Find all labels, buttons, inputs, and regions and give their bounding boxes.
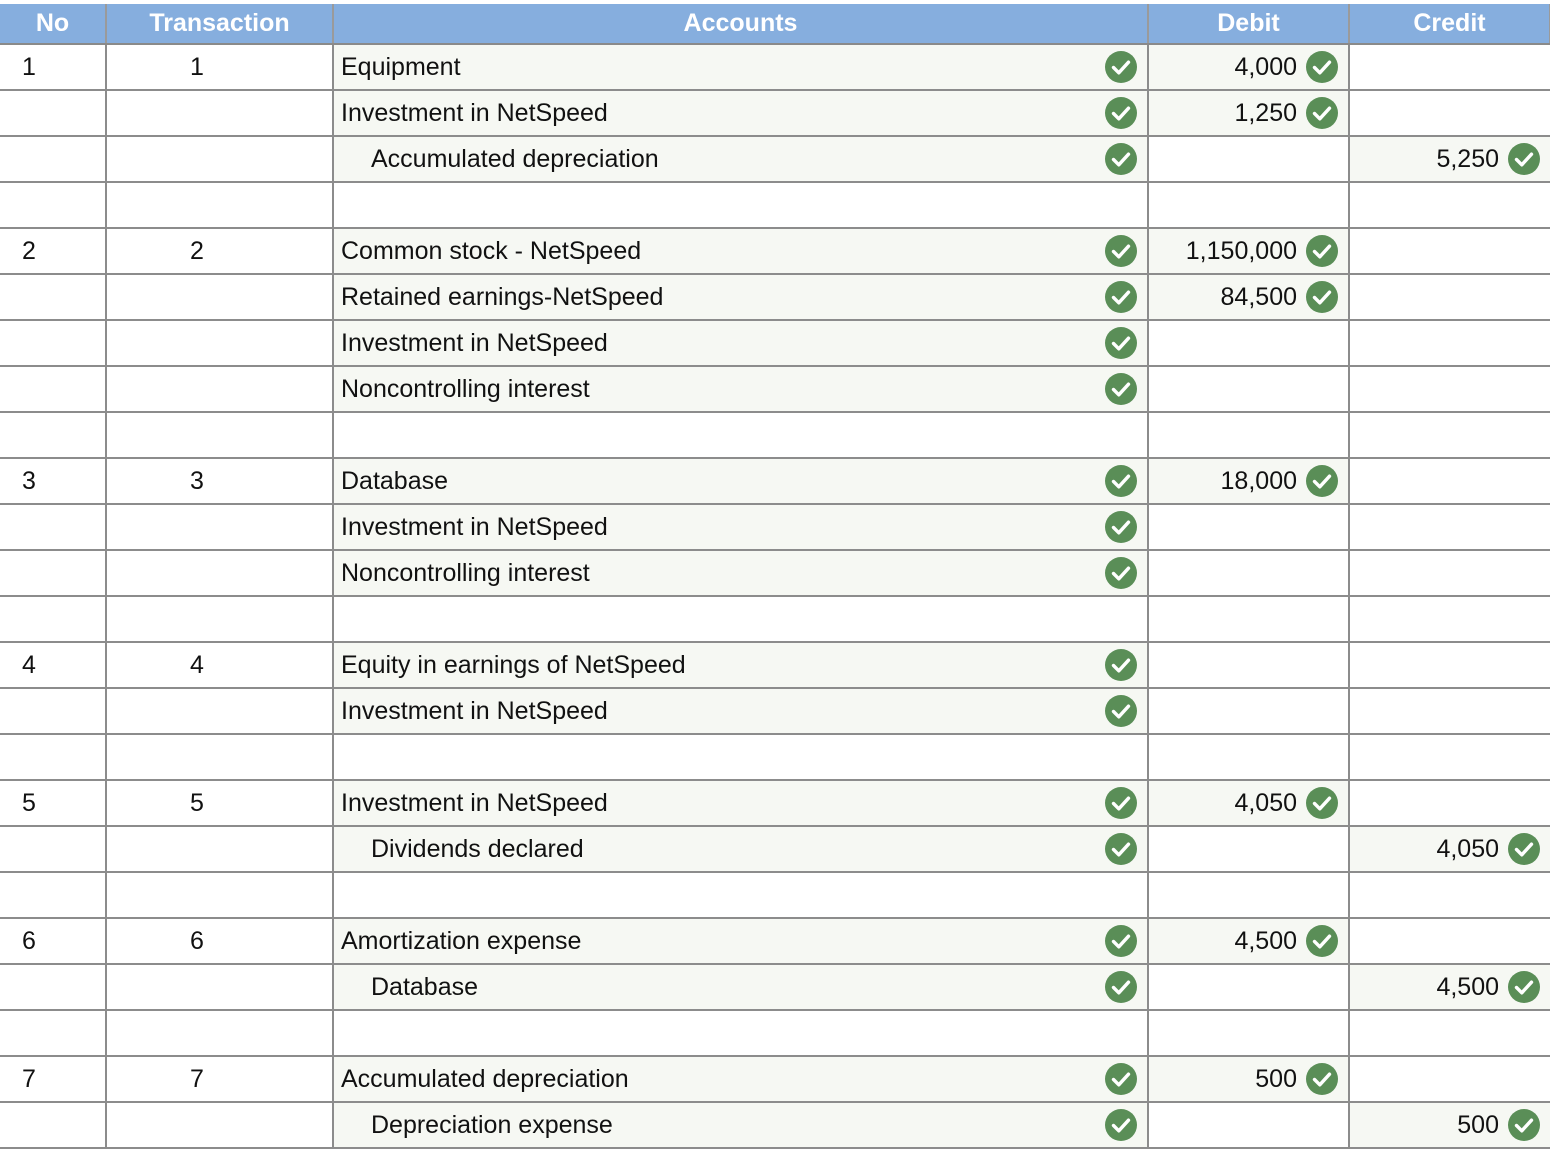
debit-cell[interactable] (1148, 366, 1349, 412)
account-name: Equipment (341, 52, 461, 81)
check-icon (1105, 971, 1137, 1003)
row-number: 5 (0, 780, 106, 826)
account-name: Accumulated depreciation (341, 1064, 629, 1093)
row-number: 3 (0, 458, 106, 504)
table-row (0, 90, 1550, 136)
debit-cell (1148, 872, 1349, 918)
credit-cell (1349, 182, 1550, 228)
debit-amount: 500 (1255, 1064, 1297, 1093)
check-icon (1105, 557, 1137, 589)
account-name: Amortization expense (341, 926, 582, 955)
account-name: Investment in NetSpeed (341, 788, 608, 817)
debit-cell[interactable] (1148, 274, 1349, 320)
row-number: 4 (0, 642, 106, 688)
check-icon (1306, 235, 1338, 267)
row-number (0, 734, 106, 780)
credit-cell (1349, 872, 1550, 918)
account-cell[interactable] (333, 918, 1148, 964)
account-name: Equity in earnings of NetSpeed (341, 650, 686, 679)
credit-amount: 4,500 (1436, 972, 1499, 1001)
check-icon (1306, 925, 1338, 957)
row-number (0, 90, 106, 136)
debit-cell[interactable] (1148, 504, 1349, 550)
row-number: 7 (0, 1056, 106, 1102)
transaction-number (106, 872, 333, 918)
check-icon (1105, 695, 1137, 727)
header-credit: Credit (1349, 4, 1550, 44)
spacer-row (0, 182, 1550, 228)
credit-cell[interactable] (1349, 918, 1550, 964)
account-cell (333, 734, 1148, 780)
transaction-number (106, 826, 333, 872)
credit-cell[interactable] (1349, 366, 1550, 412)
credit-cell[interactable] (1349, 550, 1550, 596)
account-cell[interactable] (333, 136, 1148, 182)
credit-cell[interactable] (1349, 274, 1550, 320)
debit-amount: 4,050 (1234, 788, 1297, 817)
account-cell (333, 872, 1148, 918)
account-name: Investment in NetSpeed (341, 512, 608, 541)
transaction-number (106, 274, 333, 320)
account-cell[interactable] (333, 1102, 1148, 1148)
debit-cell[interactable] (1148, 964, 1349, 1010)
credit-cell[interactable] (1349, 964, 1550, 1010)
account-name: Noncontrolling interest (341, 374, 590, 403)
header-transaction: Transaction (106, 4, 333, 44)
spacer-row (0, 872, 1550, 918)
transaction-number: 2 (106, 228, 333, 274)
row-number (0, 366, 106, 412)
credit-cell[interactable] (1349, 90, 1550, 136)
check-icon (1306, 787, 1338, 819)
account-name: Investment in NetSpeed (341, 98, 608, 127)
header-debit: Debit (1148, 4, 1349, 44)
table-row (0, 274, 1550, 320)
check-icon (1306, 281, 1338, 313)
credit-cell (1349, 734, 1550, 780)
credit-cell[interactable] (1349, 1102, 1550, 1148)
row-number (0, 596, 106, 642)
credit-cell (1349, 412, 1550, 458)
debit-cell[interactable] (1148, 228, 1349, 274)
debit-cell[interactable] (1148, 642, 1349, 688)
transaction-number (106, 1010, 333, 1056)
check-icon (1306, 51, 1338, 83)
spacer-row (0, 734, 1550, 780)
credit-amount: 500 (1457, 1110, 1499, 1139)
table-row (0, 1102, 1550, 1148)
spacer-row (0, 596, 1550, 642)
credit-cell[interactable] (1349, 780, 1550, 826)
transaction-number (106, 734, 333, 780)
account-name: Common stock - NetSpeed (341, 236, 642, 265)
row-number (0, 182, 106, 228)
account-cell (333, 596, 1148, 642)
account-name: Investment in NetSpeed (341, 696, 608, 725)
debit-cell[interactable] (1148, 320, 1349, 366)
transaction-number (106, 136, 333, 182)
check-icon (1306, 97, 1338, 129)
check-icon (1306, 1063, 1338, 1095)
row-number: 1 (0, 44, 106, 90)
account-cell[interactable] (333, 688, 1148, 734)
account-name: Investment in NetSpeed (341, 328, 608, 357)
transaction-number (106, 90, 333, 136)
check-icon (1105, 51, 1137, 83)
table-row (0, 688, 1550, 734)
credit-amount: 4,050 (1436, 834, 1499, 863)
debit-cell[interactable] (1148, 918, 1349, 964)
account-cell (333, 412, 1148, 458)
check-icon (1105, 235, 1137, 267)
transaction-number (106, 688, 333, 734)
row-number (0, 826, 106, 872)
transaction-number (106, 412, 333, 458)
transaction-number: 1 (106, 44, 333, 90)
credit-cell[interactable] (1349, 826, 1550, 872)
table-row (0, 826, 1550, 872)
check-icon (1508, 971, 1540, 1003)
check-icon (1306, 465, 1338, 497)
spacer-row (0, 1010, 1550, 1056)
debit-cell[interactable] (1148, 688, 1349, 734)
account-name: Depreciation expense (371, 1110, 613, 1139)
debit-cell[interactable] (1148, 1056, 1349, 1102)
account-cell[interactable] (333, 964, 1148, 1010)
account-cell[interactable] (333, 320, 1148, 366)
debit-amount: 4,500 (1234, 926, 1297, 955)
row-number (0, 550, 106, 596)
account-name: Database (371, 972, 479, 1001)
table-row (0, 320, 1550, 366)
account-cell[interactable] (333, 366, 1148, 412)
table-row (0, 458, 1550, 504)
row-number (0, 136, 106, 182)
row-number (0, 274, 106, 320)
debit-amount: 4,000 (1234, 52, 1297, 81)
check-icon (1105, 143, 1137, 175)
debit-cell (1148, 412, 1349, 458)
transaction-number (106, 1102, 333, 1148)
table-row (0, 918, 1550, 964)
credit-cell[interactable] (1349, 136, 1550, 182)
credit-cell[interactable] (1349, 458, 1550, 504)
credit-cell[interactable] (1349, 44, 1550, 90)
account-cell (333, 182, 1148, 228)
table-row (0, 366, 1550, 412)
transaction-number (106, 182, 333, 228)
row-number (0, 504, 106, 550)
table-row (0, 550, 1550, 596)
account-cell[interactable] (333, 1056, 1148, 1102)
account-cell[interactable] (333, 642, 1148, 688)
debit-cell (1148, 596, 1349, 642)
credit-cell[interactable] (1349, 642, 1550, 688)
account-cell[interactable] (333, 826, 1148, 872)
table-row (0, 44, 1550, 90)
check-icon (1105, 327, 1137, 359)
row-number (0, 1010, 106, 1056)
debit-cell[interactable] (1148, 44, 1349, 90)
row-number: 6 (0, 918, 106, 964)
debit-amount: 1,150,000 (1185, 236, 1297, 265)
debit-cell[interactable] (1148, 1102, 1349, 1148)
debit-cell[interactable] (1148, 90, 1349, 136)
transaction-number (106, 964, 333, 1010)
table-row (0, 504, 1550, 550)
account-cell[interactable] (333, 228, 1148, 274)
check-icon (1105, 649, 1137, 681)
row-number (0, 872, 106, 918)
debit-amount: 1,250 (1234, 98, 1297, 127)
check-icon (1105, 97, 1137, 129)
debit-amount: 84,500 (1220, 282, 1297, 311)
debit-amount: 18,000 (1220, 466, 1297, 495)
table-row (0, 136, 1550, 182)
check-icon (1105, 925, 1137, 957)
check-icon (1105, 281, 1137, 313)
credit-cell[interactable] (1349, 1056, 1550, 1102)
debit-cell[interactable] (1148, 826, 1349, 872)
check-icon (1105, 1109, 1137, 1141)
check-icon (1105, 373, 1137, 405)
check-icon (1105, 1063, 1137, 1095)
credit-cell[interactable] (1349, 688, 1550, 734)
account-cell[interactable] (333, 90, 1148, 136)
header-row (0, 4, 1550, 44)
check-icon (1105, 465, 1137, 497)
transaction-number (106, 596, 333, 642)
header-accounts: Accounts (333, 4, 1148, 44)
table-row (0, 228, 1550, 274)
account-cell[interactable] (333, 504, 1148, 550)
check-icon (1508, 143, 1540, 175)
transaction-number (106, 366, 333, 412)
row-number: 2 (0, 228, 106, 274)
account-name: Dividends declared (371, 834, 584, 863)
account-cell[interactable] (333, 274, 1148, 320)
debit-cell (1148, 182, 1349, 228)
transaction-number: 3 (106, 458, 333, 504)
row-number (0, 320, 106, 366)
account-name: Database (341, 466, 449, 495)
debit-cell (1148, 734, 1349, 780)
transaction-number: 6 (106, 918, 333, 964)
spacer-row (0, 412, 1550, 458)
transaction-number: 7 (106, 1056, 333, 1102)
credit-cell[interactable] (1349, 228, 1550, 274)
account-name: Retained earnings-NetSpeed (341, 282, 664, 311)
table-row (0, 964, 1550, 1010)
table-row (0, 780, 1550, 826)
debit-cell[interactable] (1148, 136, 1349, 182)
row-number (0, 412, 106, 458)
table-row (0, 1056, 1550, 1102)
debit-cell (1148, 1010, 1349, 1056)
credit-amount: 5,250 (1436, 144, 1499, 173)
table-row (0, 642, 1550, 688)
row-number (0, 688, 106, 734)
debit-cell[interactable] (1148, 780, 1349, 826)
account-cell (333, 1010, 1148, 1056)
row-number (0, 1102, 106, 1148)
check-icon (1105, 511, 1137, 543)
transaction-number (106, 504, 333, 550)
account-cell[interactable] (333, 458, 1148, 504)
header-no: No (0, 4, 106, 44)
debit-cell[interactable] (1148, 550, 1349, 596)
check-icon (1508, 1109, 1540, 1141)
account-name: Noncontrolling interest (341, 558, 590, 587)
debit-cell[interactable] (1148, 458, 1349, 504)
transaction-number: 5 (106, 780, 333, 826)
credit-cell[interactable] (1349, 504, 1550, 550)
check-icon (1105, 833, 1137, 865)
credit-cell (1349, 1010, 1550, 1056)
account-cell[interactable] (333, 44, 1148, 90)
credit-cell (1349, 596, 1550, 642)
journal-entries-table (0, 4, 1550, 1149)
transaction-number (106, 550, 333, 596)
transaction-number: 4 (106, 642, 333, 688)
check-icon (1105, 787, 1137, 819)
account-cell[interactable] (333, 550, 1148, 596)
account-name: Accumulated depreciation (371, 144, 659, 173)
credit-cell[interactable] (1349, 320, 1550, 366)
account-cell[interactable] (333, 780, 1148, 826)
check-icon (1508, 833, 1540, 865)
transaction-number (106, 320, 333, 366)
row-number (0, 964, 106, 1010)
